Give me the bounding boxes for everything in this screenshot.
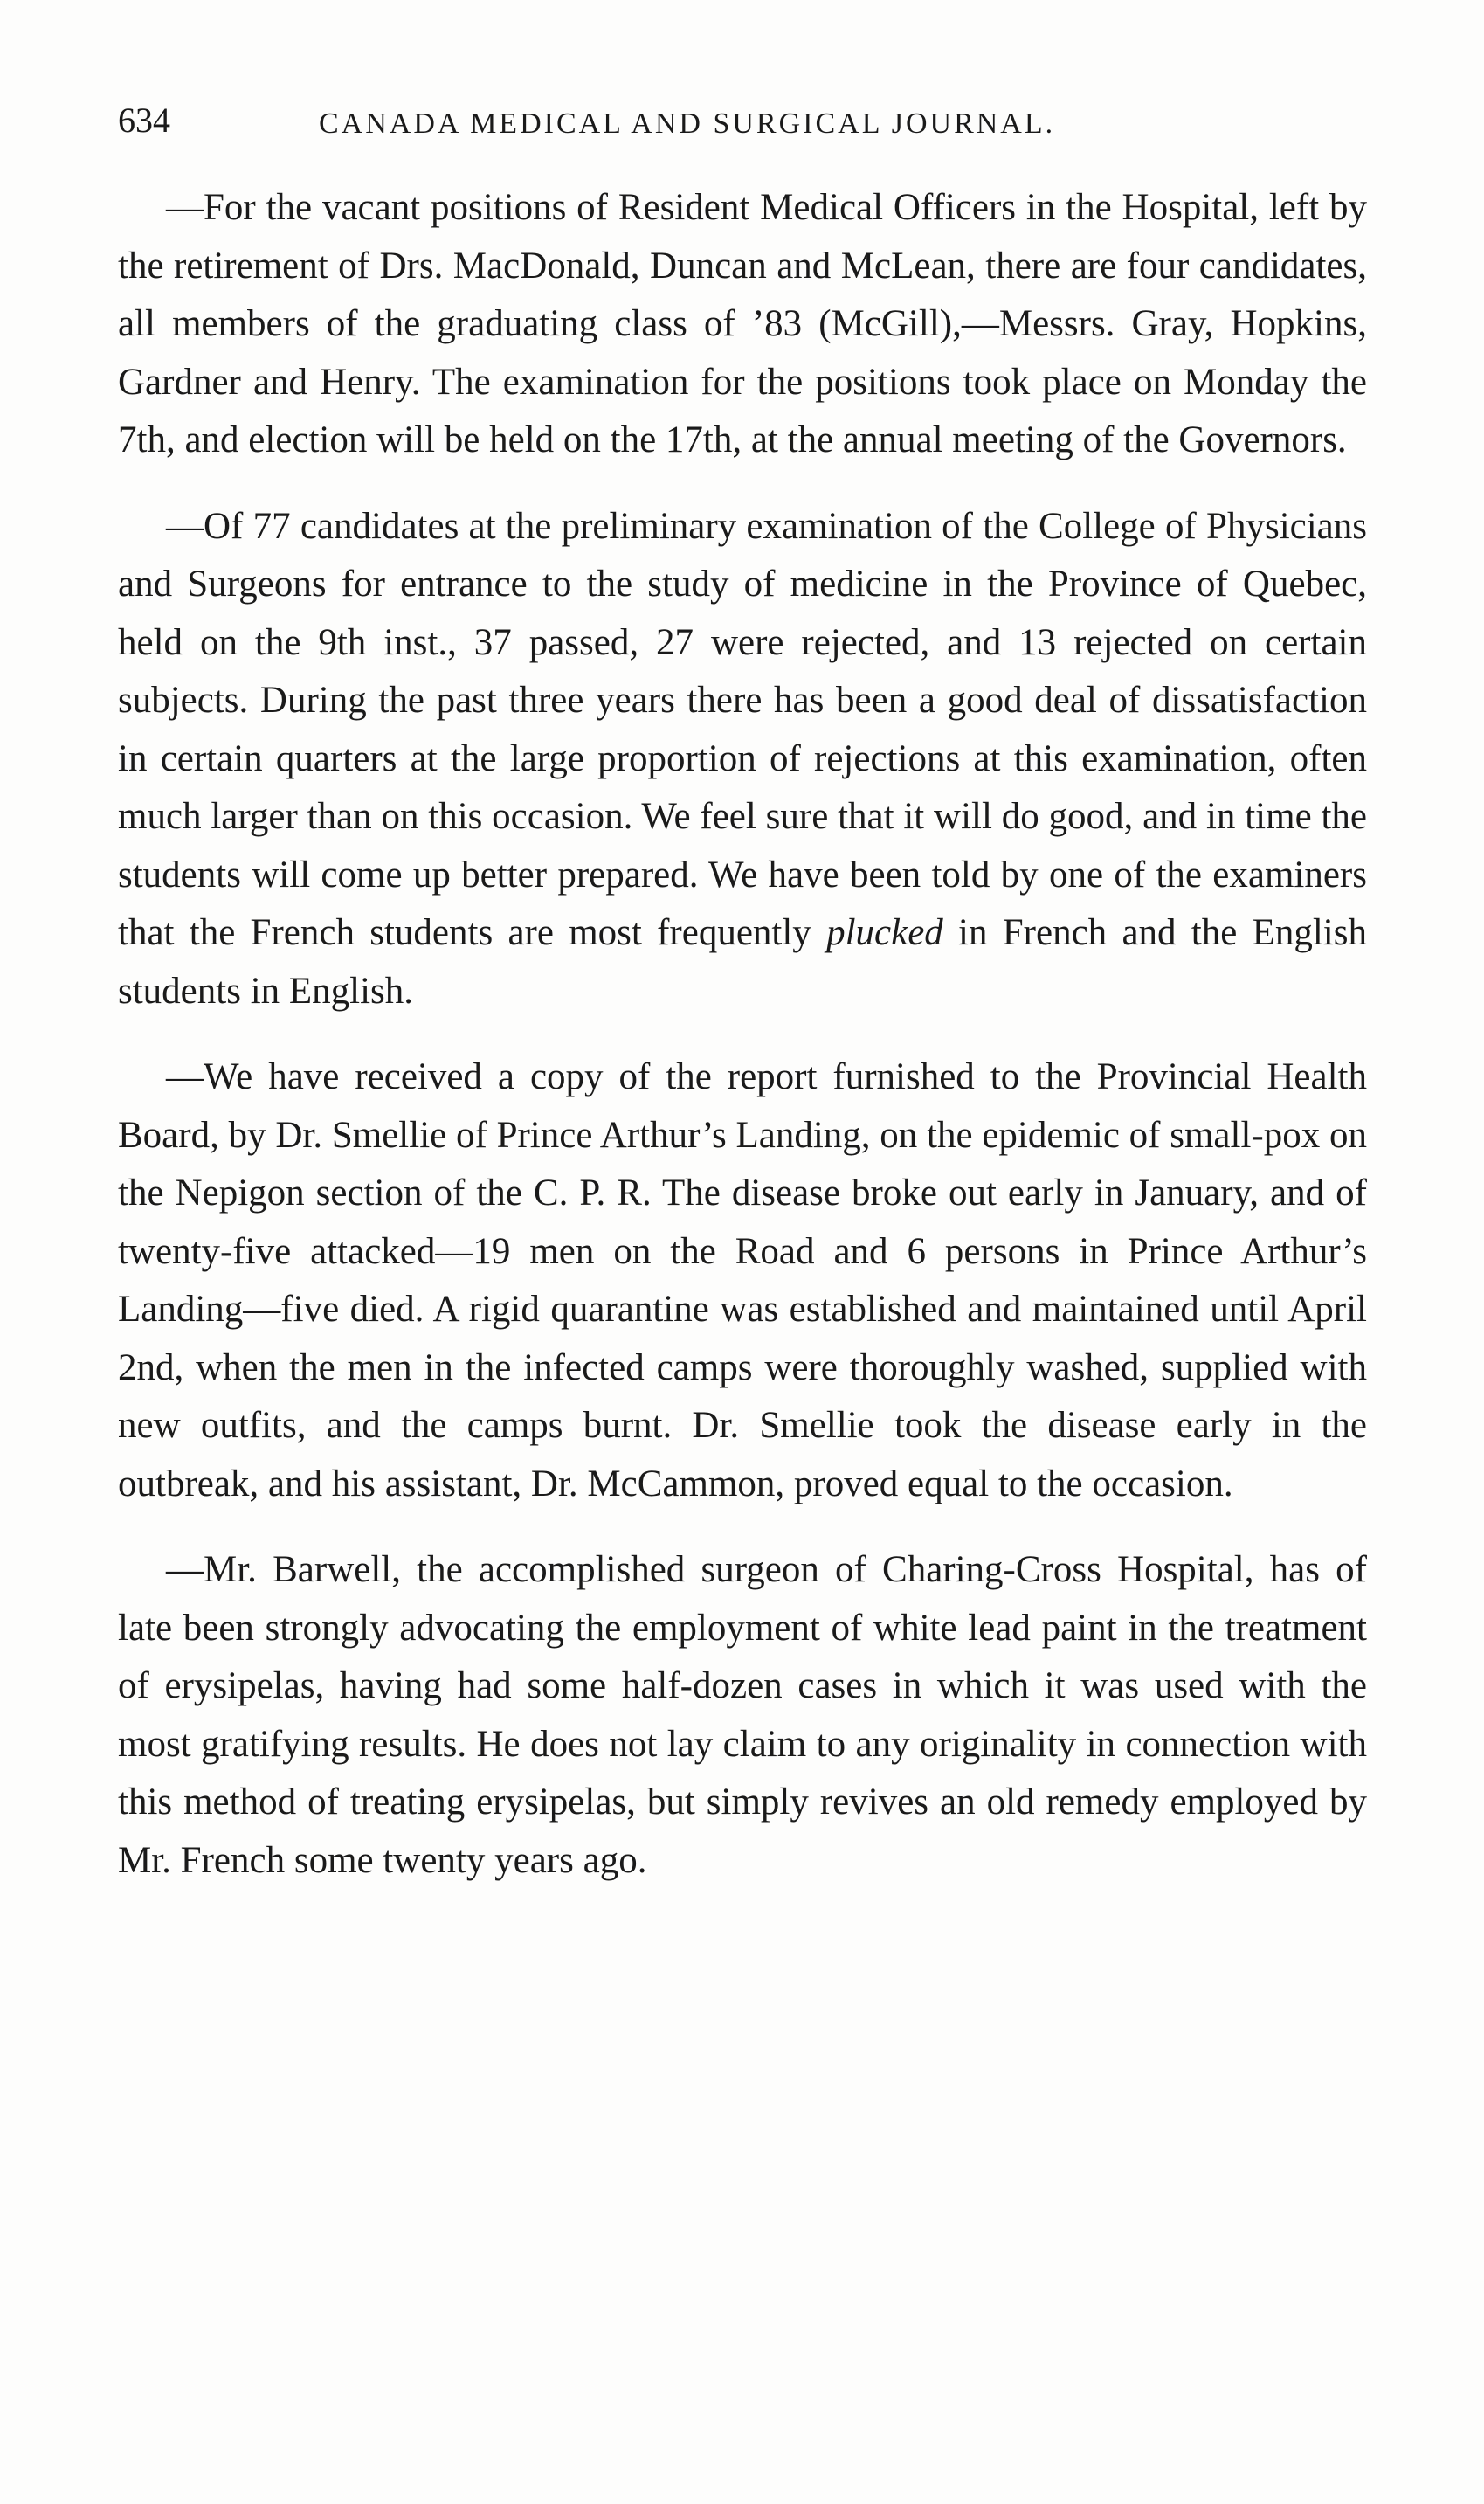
paragraph-resident-medical-officers: —For the vacant positions of Resident Medical Officers in the Hospital, left by the retirement of Drs. MacDonald, Duncan and McLean, there are four candidates, all members of the graduating class of ’83 (McGill),—Messrs. Gray, Hopkins, Gardner and Henry. The examination for the positions took place on Monday the 7th, and election will be held on the 17th, at the annual meeting of the Governors. xyxy=(118,187,1367,460)
paragraph-text-after-italic: in French and the English students in English. xyxy=(118,912,1367,1012)
paragraph-preliminary-examination xyxy=(118,498,1367,1021)
italic-word: plucked xyxy=(826,912,943,953)
journal-title: CANADA MEDICAL AND SURGICAL JOURNAL. xyxy=(319,107,1056,140)
paragraph-erysipelas-treatment: —Mr. Barwell, the accomplished surgeon of Charing-Cross Hospital, has of late been strongly advocating the employment of white lead paint in the treatment of erysipelas, having had some half-dozen cases in which it was used with the most gratifying results. He does not lay claim to any originality in connection with this method of treating erysipelas, but simply revives an old remedy employed by Mr. French some twenty years ago. xyxy=(118,1549,1367,1881)
page-number: 634 xyxy=(118,100,170,140)
paragraph-text-before-italic: —Of 77 candidates at the preliminary examination of the College of Physicians and Surgeons for entrance to the study of medicine in the Province of Quebec, held on the 9th inst., 37 passed, 27 were rejected, and 13 rejected on certain subjects. During the past three years there has been a good deal of dissatisfaction in certain quarters at the large proportion of rejections at this examination, often much larger than on this occasion. We feel sure that it will do good, and in time the students will come up better prepared. We have been told by one of the examiners that the French students are most frequently xyxy=(118,505,1367,953)
article-body xyxy=(118,179,1367,1890)
running-head xyxy=(118,94,1367,147)
paragraph-small-pox-report: —We have received a copy of the report furnished to the Provincial Health Board, by Dr. Smellie of Prince Arthur’s Landing, on the epidemic of small-pox on the Nepigon section of the C. P. R. The disease broke out early in January, and of twenty-five attacked—19 men on the Road and 6 persons in Prince Arthur’s Landing—five died. A rigid quarantine was established and maintained until April 2nd, when the men in the infected camps were thoroughly washed, supplied with new outfits, and the camps burnt. Dr. Smellie took the disease early in the outbreak, and his assistant, Dr. McCammon, proved equal to the occasion. xyxy=(118,1056,1367,1504)
